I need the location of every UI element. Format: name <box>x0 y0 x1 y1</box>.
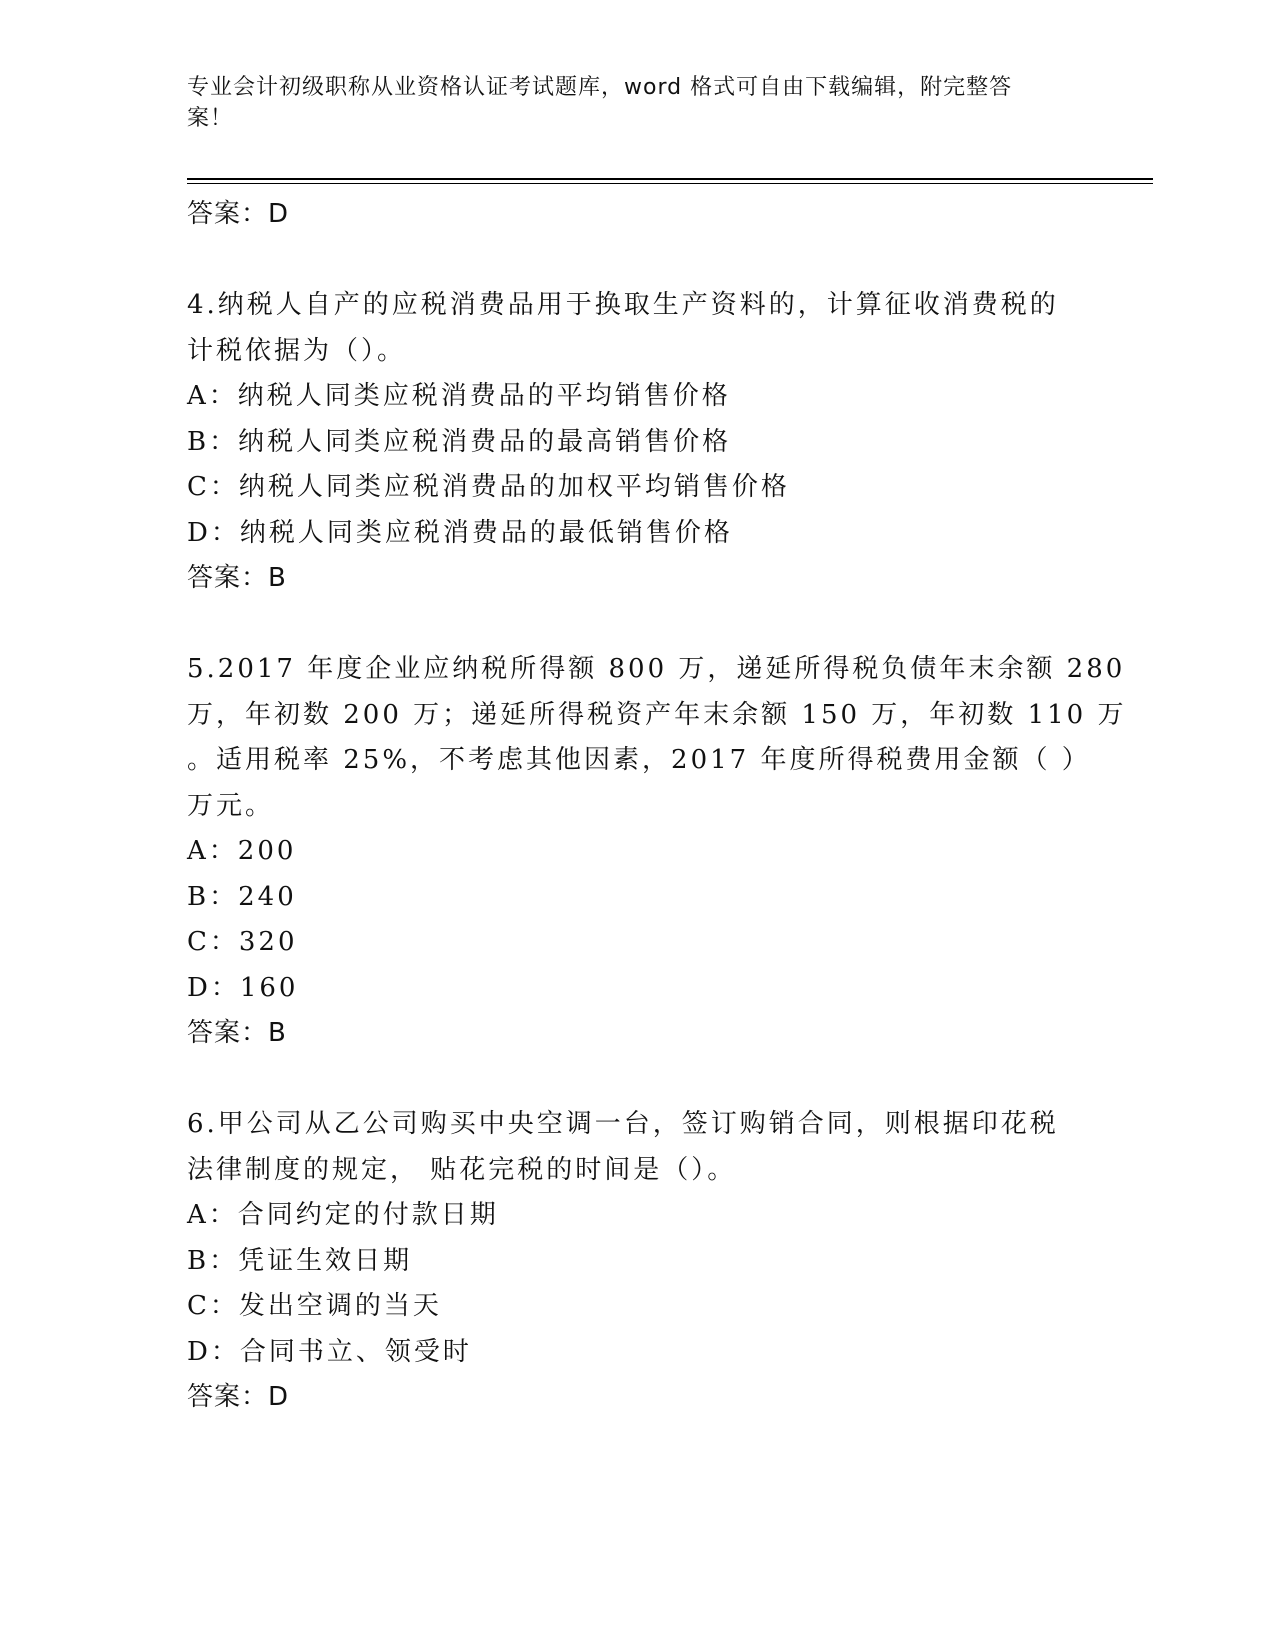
spacer <box>187 1057 1067 1103</box>
question-6-text-1: 6.甲公司从乙公司购买中央空调一台，签订购销合同，则根据印花税 <box>187 1109 1059 1139</box>
header-divider-thick <box>187 178 1153 180</box>
question-4-option-b: B：纳税人同类应税消费品的最高销售价格 <box>187 426 732 457</box>
question-list <box>187 192 1127 1421</box>
question-4 <box>187 283 1067 602</box>
header-line-1: 专业会计初级职称从业资格认证考试题库，word 格式可自由下载编辑，附完整答 <box>187 75 1013 100</box>
question-5-text-3: 。适用税率 25%，不考虑其他因素，2017 年度所得税费用金额（ ） <box>187 745 1091 775</box>
question-6 <box>187 1102 1067 1421</box>
question-5-option-b: B：240 <box>187 881 297 912</box>
question-5-text-4: 万元。 <box>187 790 275 821</box>
question-6-text-2: 法律制度的规定， 贴花完税的时间是（）。 <box>187 1154 737 1185</box>
question-4-option-a: A：纳税人同类应税消费品的平均销售价格 <box>187 381 731 411</box>
question-5 <box>187 647 1127 1057</box>
question-6-answer: 答案：D <box>187 1382 290 1412</box>
question-4-text-1: 4.纳税人自产的应税消费品用于换取生产资料的，计算征收消费税的 <box>187 290 1059 320</box>
question-4-option-d: D：纳税人同类应税消费品的最低销售价格 <box>187 517 733 548</box>
question-4-answer: 答案：B <box>187 563 287 593</box>
question-6-option-a: A：合同约定的付款日期 <box>187 1200 499 1230</box>
question-5-option-c: C：320 <box>187 927 298 957</box>
page-header <box>187 72 1067 134</box>
question-5-text-1: 5.2017 年度企业应纳税所得额 800 万，递延所得税负债年末余额 280 <box>187 654 1126 684</box>
answer-prev: 答案：D <box>187 199 290 229</box>
question-4-option-c: C：纳税人同类应税消费品的加权平均销售价格 <box>187 472 790 502</box>
header-line-2: 案！ <box>187 106 234 131</box>
question-4-text-2: 计税依据为（）。 <box>187 335 407 366</box>
question-6-option-c: C：发出空调的当天 <box>187 1291 442 1321</box>
question-5-text-2: 万，年初数 200 万；递延所得税资产年末余额 150 万，年初数 110 万 <box>187 699 1127 730</box>
spacer <box>187 602 1067 648</box>
question-5-option-d: D：160 <box>187 972 299 1003</box>
question-5-option-a: A：200 <box>187 836 297 866</box>
header-divider-thin <box>187 183 1153 184</box>
question-5-answer: 答案：B <box>187 1018 287 1048</box>
question-6-option-d: D：合同书立、领受时 <box>187 1336 472 1367</box>
question-6-option-b: B：凭证生效日期 <box>187 1245 413 1276</box>
spacer <box>187 238 1067 284</box>
